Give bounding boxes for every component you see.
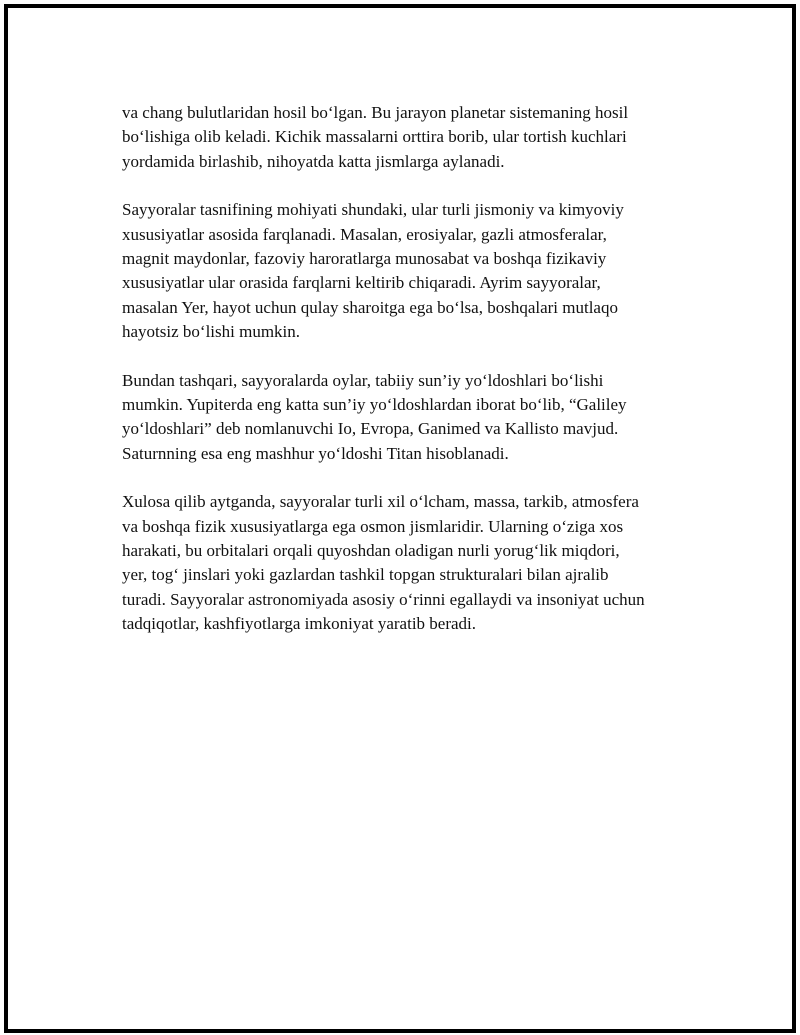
text-line: harakati, bu orbitalari orqali quyoshdan oladigan nurli yorug‘lik miqdori,: [122, 540, 620, 560]
paragraph-1: [122, 101, 712, 174]
text-line: masalan Yer, hayot uchun qulay sharoitga ega bo‘lsa, boshqalari mutlaqo: [122, 297, 618, 317]
text-line: hayotsiz bo‘lishi mumkin.: [122, 321, 301, 341]
paragraph-3: [122, 369, 712, 466]
text-line: Xulosa qilib aytganda, sayyoralar turli xil o‘lcham, massa, tarkib, atmosfera: [122, 492, 639, 512]
text-line: yo‘ldoshlari” deb nomlanuvchi Io, Evropa, Ganimed va Kallisto mavjud.: [122, 419, 619, 439]
text-line: va boshqa fizik xususiyatlarga ega osmon jismlaridir. Ularning o‘ziga xos: [122, 516, 624, 536]
text-line: va chang bulutlaridan hosil bo‘lgan. Bu jarayon planetar sistemaning hosil: [122, 103, 629, 122]
page-frame: [4, 4, 796, 1033]
text-line: mumkin. Yupiterda eng katta sun’iy yo‘ldoshlardan iborat bo‘lib, “Galiley: [122, 394, 627, 414]
text-line: yordamida birlashib, nihoyatda katta jismlarga aylanadi.: [122, 151, 505, 171]
page-content: [122, 101, 712, 661]
text-line: bo‘lishiga olib keladi. Kichik massalarni orttira borib, ular tortish kuchlari: [122, 127, 627, 147]
text-line: tadqiqotlar, kashfiyotlarga imkoniyat yaratib beradi.: [122, 613, 477, 633]
text-line: turadi. Sayyoralar astronomiyada asosiy o‘rinni egallaydi va insoniyat uchun: [122, 589, 645, 609]
text-line: Sayyoralar tasnifining mohiyati shundaki, ular turli jismoniy va kimyoviy: [122, 200, 624, 220]
text-line: Saturnning esa eng mashhur yo‘ldoshi Titan hisoblanadi.: [122, 443, 509, 463]
text-line: Bundan tashqari, sayyoralarda oylar, tabiiy sun’iy yo‘ldoshlari bo‘lishi: [122, 370, 604, 390]
text-line: yer, tog‘ jinslari yoki gazlardan tashkil topgan strukturalari bilan ajralib: [122, 565, 609, 585]
text-line: xususiyatlar ular orasida farqlarni keltirib chiqaradi. Ayrim sayyoralar,: [122, 273, 601, 293]
paragraph-2: [122, 198, 712, 344]
paragraph-4: [122, 490, 712, 636]
text-line: xususiyatlar asosida farqlanadi. Masalan, erosiyalar, gazli atmosferalar,: [122, 224, 607, 244]
text-line: magnit maydonlar, fazoviy haroratlarga munosabat va boshqa fizikaviy: [122, 248, 607, 268]
